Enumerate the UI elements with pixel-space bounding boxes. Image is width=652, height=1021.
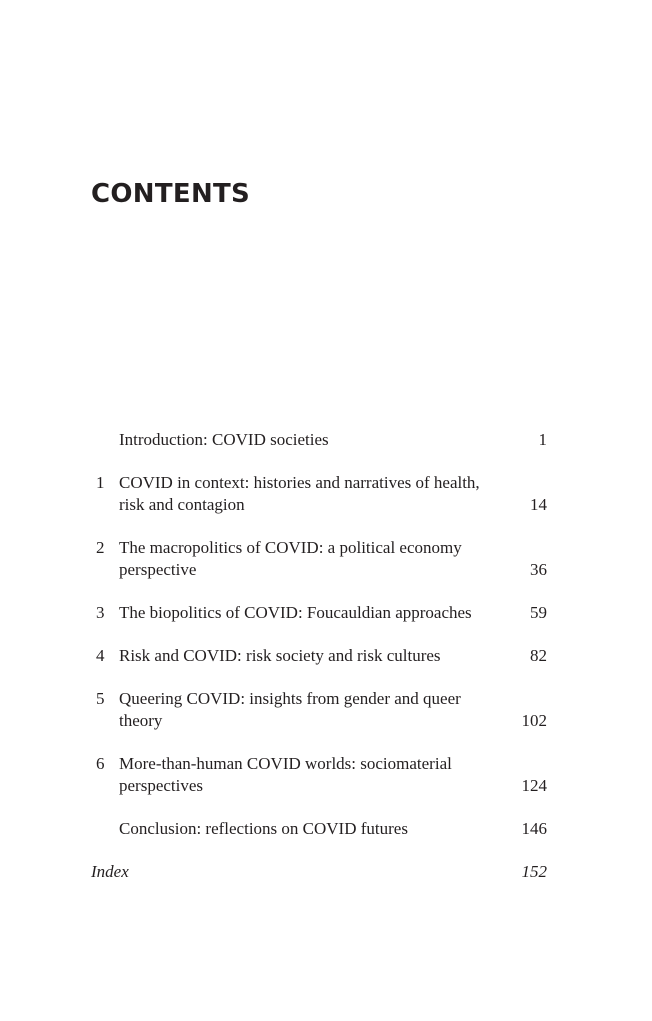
page-number: 14 [530, 495, 547, 514]
chapter-number: 3 [96, 603, 105, 622]
chapter-number: 5 [96, 689, 105, 708]
toc-entry-chapter-1 [91, 472, 547, 516]
toc-entry-chapter-3 [91, 602, 547, 624]
chapter-number: 6 [96, 754, 105, 773]
chapter-title: Introduction: COVID societies [119, 430, 329, 449]
toc-entry-index [91, 861, 547, 883]
chapter-title: Risk and COVID: risk society and risk cultures [119, 646, 441, 665]
chapter-title: The macropolitics of COVID: a political economy perspective [119, 538, 462, 579]
toc-entry-introduction [91, 429, 547, 451]
page-number: 102 [521, 711, 547, 730]
toc-entry-chapter-6 [91, 753, 547, 797]
index-page-number: 152 [521, 862, 547, 881]
page-number: 1 [538, 430, 547, 449]
chapter-title: Queering COVID: insights from gender and queer theory [119, 689, 461, 730]
toc-entry-chapter-4 [91, 645, 547, 667]
chapter-title: COVID in context: histories and narratives of health, risk and contagion [119, 473, 480, 514]
chapter-number: 4 [96, 646, 105, 665]
page-number: 36 [530, 560, 547, 579]
page-number: 59 [530, 603, 547, 622]
table-of-contents [91, 429, 547, 883]
chapter-title: The biopolitics of COVID: Foucauldian approaches [119, 603, 472, 622]
chapter-number: 1 [96, 473, 105, 492]
page-number: 124 [521, 776, 547, 795]
page-number: 82 [530, 646, 547, 665]
chapter-title: More-than-human COVID worlds: sociomaterial perspectives [119, 754, 452, 795]
chapter-number: 2 [96, 538, 105, 557]
page-number: 146 [521, 819, 547, 838]
page-title: CONTENTS [91, 179, 251, 209]
toc-entry-chapter-2 [91, 537, 547, 581]
index-title: Index [91, 862, 129, 881]
toc-entry-chapter-5 [91, 688, 547, 732]
toc-entry-conclusion [91, 818, 547, 840]
chapter-title: Conclusion: reflections on COVID futures [119, 819, 408, 838]
